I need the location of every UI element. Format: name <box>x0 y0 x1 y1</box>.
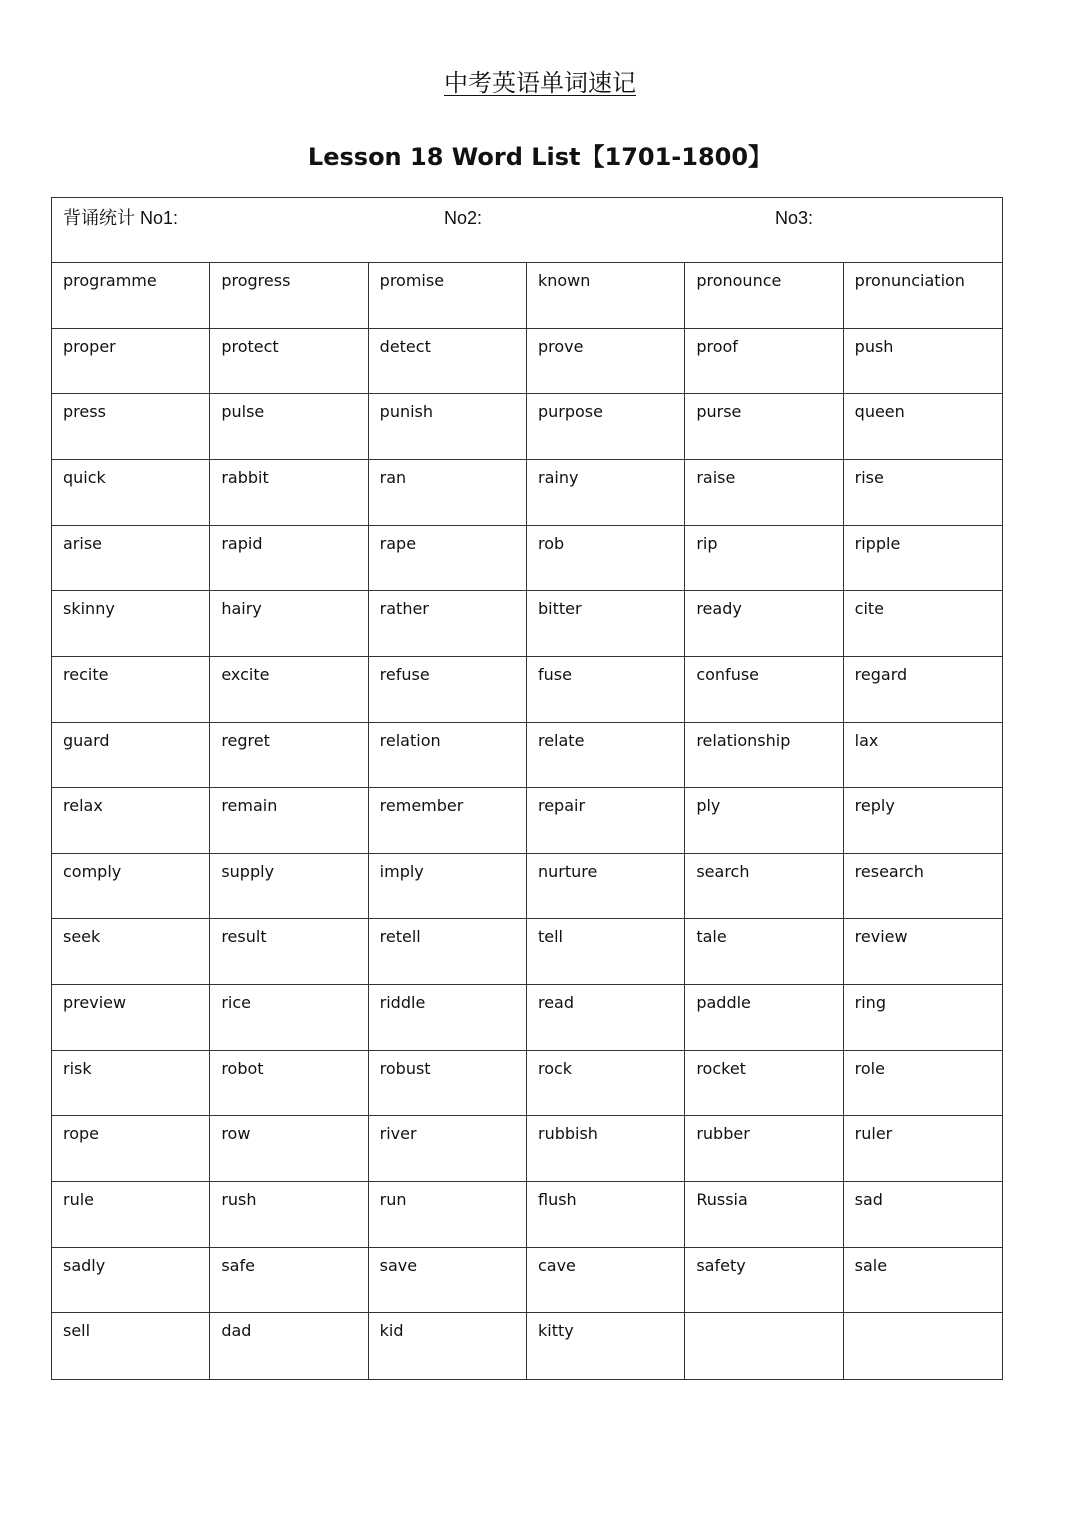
word-cell: safe <box>210 1248 368 1314</box>
word-cell: rope <box>52 1116 210 1182</box>
word-cell: remain <box>210 788 368 854</box>
word-cell: comply <box>52 854 210 920</box>
word-cell: research <box>844 854 1002 920</box>
word-cell: programme <box>52 263 210 329</box>
word-cell: dad <box>210 1313 368 1379</box>
word-grid <box>52 263 1002 1379</box>
word-cell: riddle <box>369 985 527 1051</box>
word-cell: confuse <box>685 657 843 723</box>
word-cell: regard <box>844 657 1002 723</box>
word-cell: pulse <box>210 394 368 460</box>
word-cell: recite <box>52 657 210 723</box>
word-cell: read <box>527 985 685 1051</box>
word-cell: ran <box>369 460 527 526</box>
word-cell: cave <box>527 1248 685 1314</box>
word-cell: seek <box>52 919 210 985</box>
word-cell: ring <box>844 985 1002 1051</box>
word-cell: rule <box>52 1182 210 1248</box>
recitation-tally-row <box>52 198 1002 263</box>
word-cell: refuse <box>369 657 527 723</box>
word-cell: purse <box>685 394 843 460</box>
word-cell: retell <box>369 919 527 985</box>
word-cell: rob <box>527 526 685 592</box>
word-cell: robust <box>369 1051 527 1117</box>
lesson-title: Lesson 18 Word List【1701-1800】 <box>307 143 773 171</box>
empty-word-cell <box>844 1313 1002 1379</box>
word-cell: bitter <box>527 591 685 657</box>
word-cell: supply <box>210 854 368 920</box>
word-cell: rice <box>210 985 368 1051</box>
word-cell: ripple <box>844 526 1002 592</box>
word-cell: sad <box>844 1182 1002 1248</box>
word-cell: run <box>369 1182 527 1248</box>
word-cell: row <box>210 1116 368 1182</box>
tally-no2: No2: <box>444 208 483 228</box>
word-cell: quick <box>52 460 210 526</box>
word-cell: proper <box>52 329 210 395</box>
word-cell: relation <box>369 723 527 789</box>
word-cell: search <box>685 854 843 920</box>
word-cell: rainy <box>527 460 685 526</box>
word-cell: punish <box>369 394 527 460</box>
word-cell: robot <box>210 1051 368 1117</box>
word-cell: role <box>844 1051 1002 1117</box>
document-title-text: 中考英语单词速记 <box>444 69 636 97</box>
tally-no1: 背诵统计 No1: <box>63 208 179 228</box>
word-cell: cite <box>844 591 1002 657</box>
word-cell: guard <box>52 723 210 789</box>
word-cell: reply <box>844 788 1002 854</box>
word-cell: pronounce <box>685 263 843 329</box>
word-cell: rubber <box>685 1116 843 1182</box>
word-cell: sadly <box>52 1248 210 1314</box>
word-cell: raise <box>685 460 843 526</box>
word-cell: preview <box>52 985 210 1051</box>
document-title <box>0 66 1080 100</box>
word-cell: hairy <box>210 591 368 657</box>
word-cell: skinny <box>52 591 210 657</box>
word-list-table <box>51 197 1003 1380</box>
word-cell: lax <box>844 723 1002 789</box>
word-cell: rock <box>527 1051 685 1117</box>
word-cell: paddle <box>685 985 843 1051</box>
word-cell: known <box>527 263 685 329</box>
word-cell: rise <box>844 460 1002 526</box>
word-cell: sale <box>844 1248 1002 1314</box>
word-cell: relate <box>527 723 685 789</box>
word-cell: rapid <box>210 526 368 592</box>
word-cell: remember <box>369 788 527 854</box>
word-cell: prove <box>527 329 685 395</box>
word-cell: result <box>210 919 368 985</box>
word-cell: kitty <box>527 1313 685 1379</box>
word-cell: rather <box>369 591 527 657</box>
word-cell: rush <box>210 1182 368 1248</box>
word-cell: progress <box>210 263 368 329</box>
word-cell: repair <box>527 788 685 854</box>
word-cell: review <box>844 919 1002 985</box>
word-cell: nurture <box>527 854 685 920</box>
word-cell: rocket <box>685 1051 843 1117</box>
empty-word-cell <box>685 1313 843 1379</box>
word-cell: kid <box>369 1313 527 1379</box>
word-cell: sell <box>52 1313 210 1379</box>
word-cell: excite <box>210 657 368 723</box>
word-cell: ruler <box>844 1116 1002 1182</box>
word-cell: rip <box>685 526 843 592</box>
word-cell: pronunciation <box>844 263 1002 329</box>
word-cell: promise <box>369 263 527 329</box>
word-cell: ready <box>685 591 843 657</box>
word-cell: tale <box>685 919 843 985</box>
word-cell: detect <box>369 329 527 395</box>
word-cell: proof <box>685 329 843 395</box>
word-cell: ply <box>685 788 843 854</box>
word-cell: rubbish <box>527 1116 685 1182</box>
word-cell: push <box>844 329 1002 395</box>
word-cell: queen <box>844 394 1002 460</box>
tally-no3: No3: <box>775 208 814 228</box>
word-cell: regret <box>210 723 368 789</box>
word-cell: fuse <box>527 657 685 723</box>
word-cell: tell <box>527 919 685 985</box>
word-cell: river <box>369 1116 527 1182</box>
word-cell: imply <box>369 854 527 920</box>
word-cell: relax <box>52 788 210 854</box>
word-cell: purpose <box>527 394 685 460</box>
word-cell: risk <box>52 1051 210 1117</box>
word-cell: rape <box>369 526 527 592</box>
word-cell: flush <box>527 1182 685 1248</box>
word-cell: rabbit <box>210 460 368 526</box>
word-cell: protect <box>210 329 368 395</box>
word-cell: arise <box>52 526 210 592</box>
word-cell: save <box>369 1248 527 1314</box>
word-cell: relationship <box>685 723 843 789</box>
word-cell: Russia <box>685 1182 843 1248</box>
word-cell: press <box>52 394 210 460</box>
word-cell: safety <box>685 1248 843 1314</box>
